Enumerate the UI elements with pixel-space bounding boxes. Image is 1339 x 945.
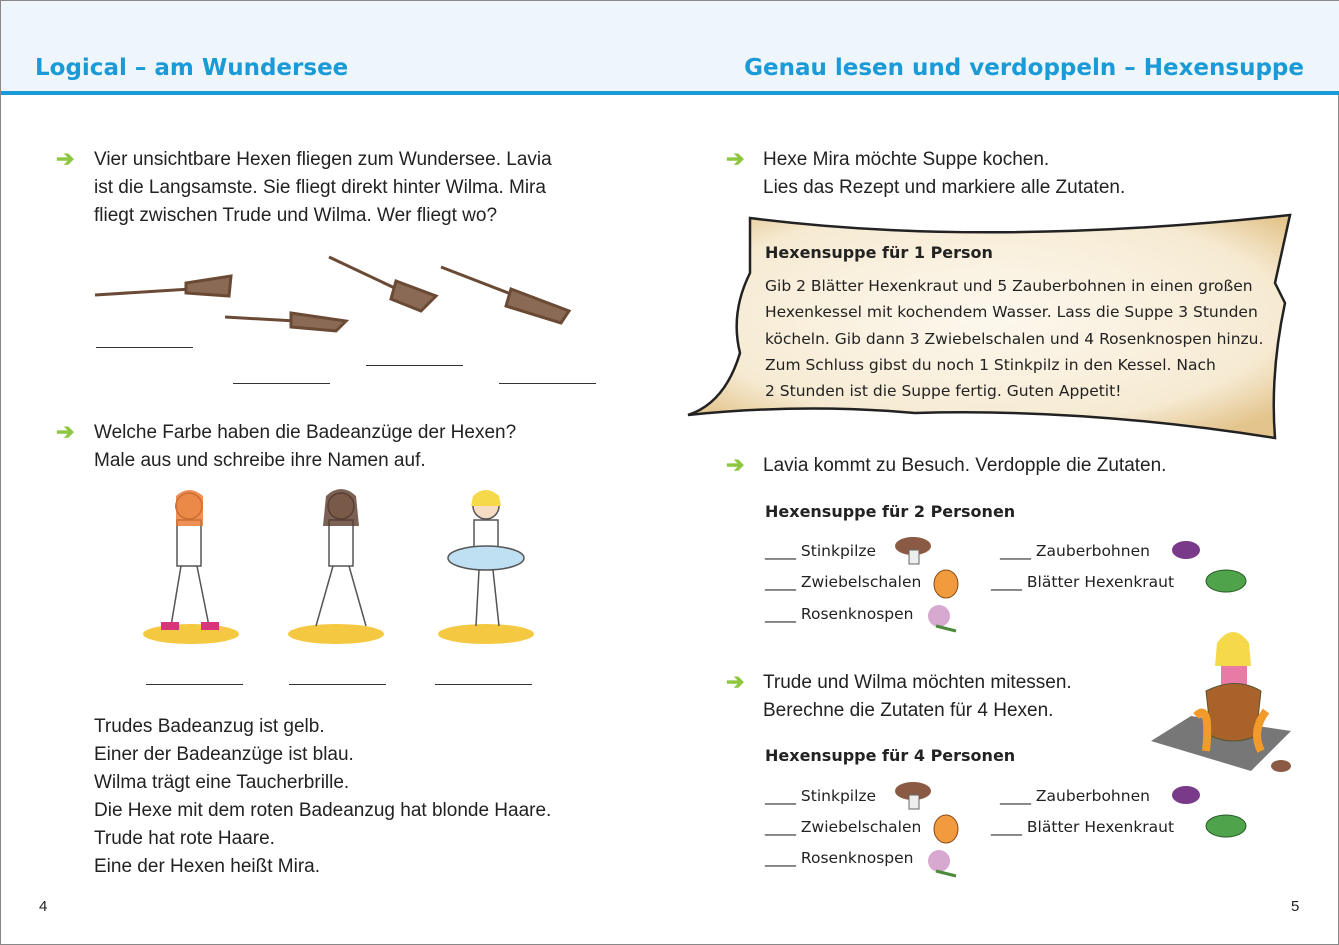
subtitle-4-persons: Hexensuppe für 4 Personen (765, 746, 1016, 765)
clue: Eine der Hexen heißt Mira. (94, 856, 320, 877)
task1-line2: ist die Langsamste. Sie fliegt direkt hinter Wilma. Mira (94, 177, 546, 198)
item-stinkpilze[interactable]: ____ Stinkpilze (765, 787, 877, 805)
answer-blank[interactable] (233, 383, 330, 384)
task-r1-line1: Hexe Mira möchte Suppe kochen. (763, 149, 1050, 170)
task1-line1: Vier unsichtbare Hexen fliegen zum Wundersee. Lavia (94, 149, 552, 170)
clue: Trudes Badeanzug ist gelb. (94, 716, 325, 737)
item-blaetter[interactable]: ____ Blätter Hexenkraut (991, 818, 1175, 836)
answer-blank[interactable] (435, 684, 532, 685)
right-page-title: Genau lesen und verdoppeln – Hexensuppe (744, 55, 1304, 81)
answer-blank[interactable] (96, 347, 193, 348)
answer-blank[interactable] (499, 383, 596, 384)
answer-blank[interactable] (289, 684, 386, 685)
page-number-right: 5 (1291, 898, 1300, 915)
witch-figures-illustration (141, 486, 541, 646)
left-page-title: Logical – am Wundersee (35, 55, 349, 81)
item-rosenknospen[interactable]: ____ Rosenknospen (765, 605, 914, 623)
ingredient-icons (891, 771, 1251, 886)
item-zwiebelschalen[interactable]: ____ Zwiebelschalen (765, 573, 922, 591)
clue: Die Hexe mit dem roten Badeanzug hat blonde Haare. (94, 800, 552, 821)
recipe-line: Zum Schluss gibst du noch 1 Stinkpilz in den Kessel. Nach (765, 356, 1216, 374)
answer-blank[interactable] (366, 365, 463, 366)
recipe-line: köcheln. Gib dann 3 Zwiebelschalen und 4 Rosenknospen hinzu. (765, 330, 1264, 348)
task2-line1: Welche Farbe haben die Badeanzüge der Hexen? (94, 422, 517, 443)
clue: Trude hat rote Haare. (94, 828, 275, 849)
item-zauberbohnen[interactable]: ____ Zauberbohnen (1000, 787, 1150, 805)
item-zauberbohnen[interactable]: ____ Zauberbohnen (1000, 542, 1150, 560)
task2-line2: Male aus und schreibe ihre Namen auf. (94, 450, 426, 471)
arrow-icon: ➔ (56, 146, 75, 171)
task-r2: Lavia kommt zu Besuch. Verdopple die Zutaten. (763, 455, 1167, 476)
task-r3-line1: Trude und Wilma möchten mitessen. (763, 672, 1072, 693)
arrow-icon: ➔ (726, 452, 745, 477)
item-zwiebelschalen[interactable]: ____ Zwiebelschalen (765, 818, 922, 836)
recipe-line: 2 Stunden ist die Suppe fertig. Guten Appetit! (765, 382, 1122, 400)
answer-blank[interactable] (146, 684, 243, 685)
subtitle-2-persons: Hexensuppe für 2 Personen (765, 502, 1016, 521)
task-r3-line2: Berechne die Zutaten für 4 Hexen. (763, 700, 1054, 721)
arrow-icon: ➔ (56, 419, 75, 444)
recipe-title: Hexensuppe für 1 Person (765, 243, 993, 262)
witch-cooking-illustration (1151, 621, 1301, 781)
recipe-line: Gib 2 Blätter Hexenkraut und 5 Zauberbohnen in einen großen (765, 277, 1253, 295)
arrow-icon: ➔ (726, 669, 745, 694)
broom-illustrations (91, 251, 581, 336)
clue: Einer der Badeanzüge ist blau. (94, 744, 354, 765)
recipe-line: Hexenkessel mit kochendem Wasser. Lass die Suppe 3 Stunden (765, 303, 1258, 321)
arrow-icon: ➔ (726, 146, 745, 171)
clue: Wilma trägt eine Taucherbrille. (94, 772, 350, 793)
page-number-left: 4 (39, 898, 48, 915)
task-r1-line2: Lies das Rezept und markiere alle Zutaten. (763, 177, 1126, 198)
item-stinkpilze[interactable]: ____ Stinkpilze (765, 542, 877, 560)
task1-line3: fliegt zwischen Trude und Wilma. Wer fliegt wo? (94, 205, 498, 226)
item-blaetter[interactable]: ____ Blätter Hexenkraut (991, 573, 1175, 591)
item-rosenknospen[interactable]: ____ Rosenknospen (765, 849, 914, 867)
